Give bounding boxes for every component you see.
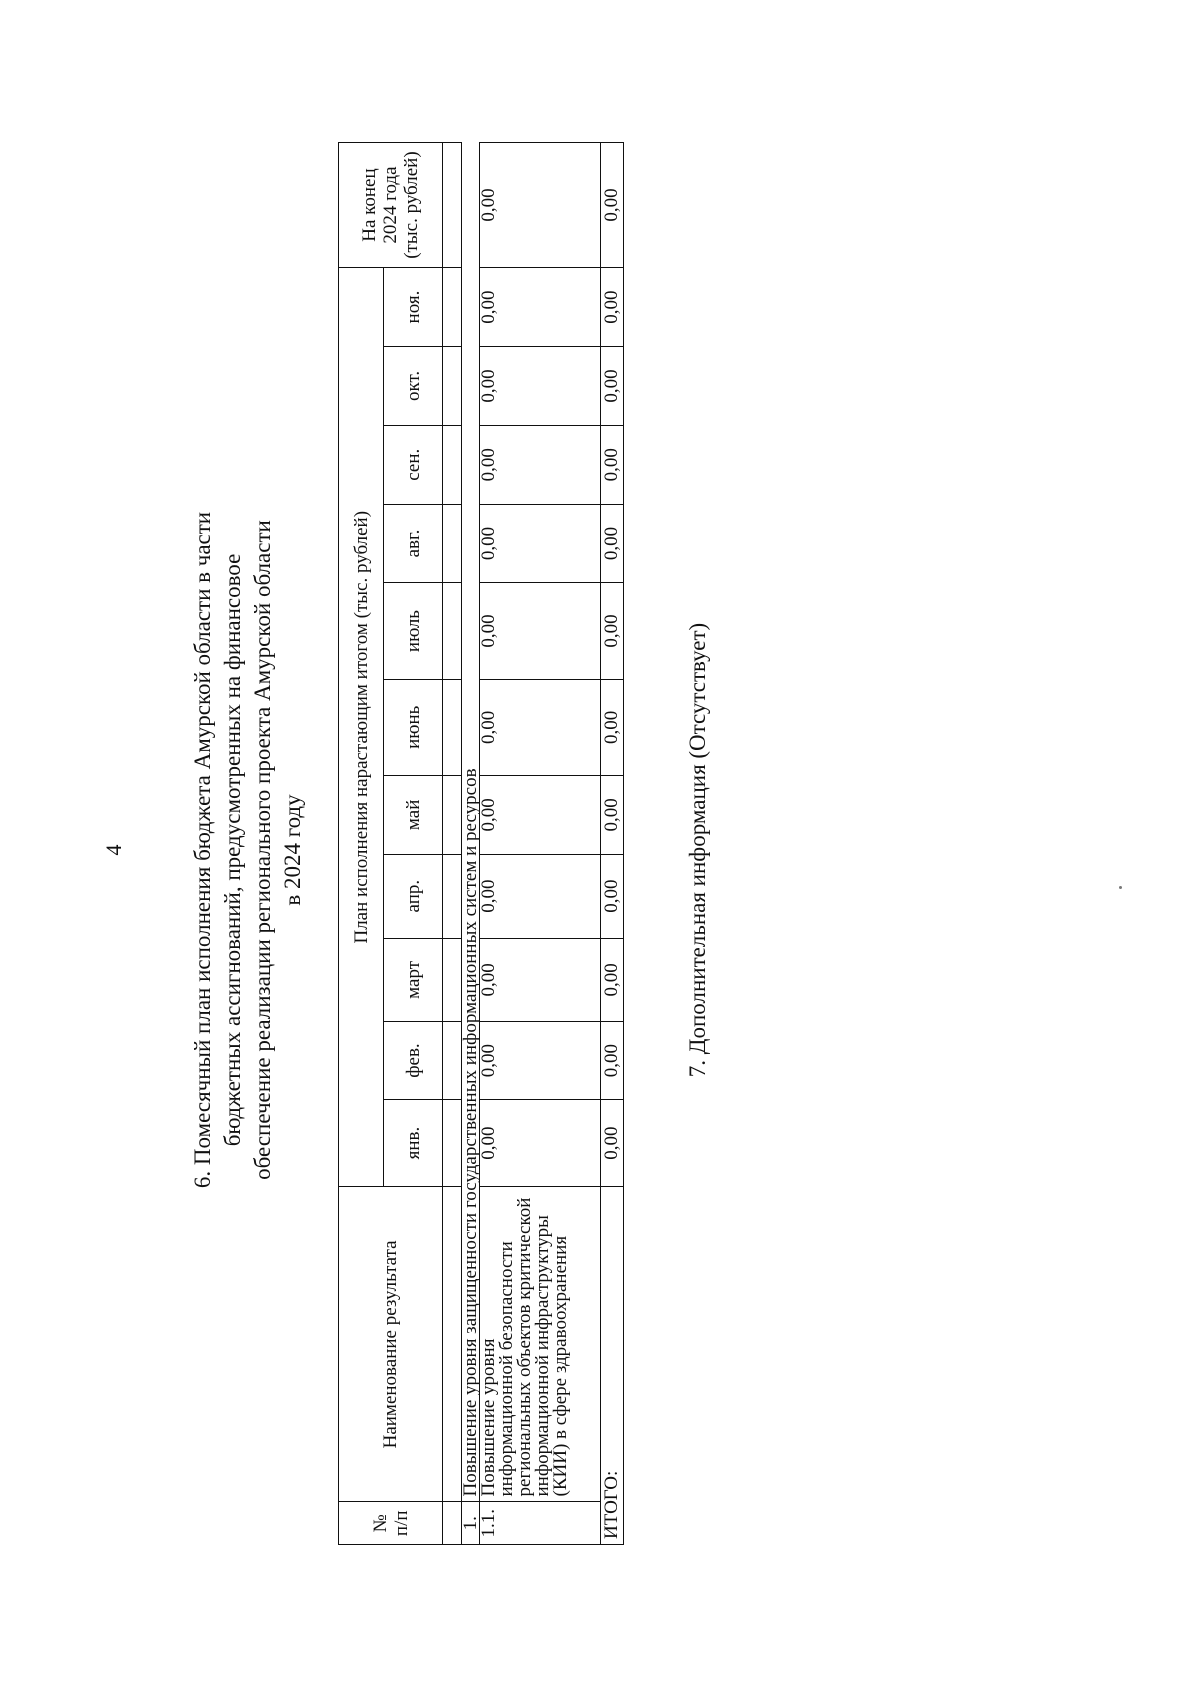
header-plan-group: План исполнения нарастающим итогом (тыс. рублей) bbox=[339, 268, 384, 1187]
total-label: ИТОГО: bbox=[601, 1187, 624, 1545]
heading-line: бюджетных ассигнований, предусмотренных на финансовое bbox=[220, 553, 245, 1147]
total-value-cell: 0,00 bbox=[601, 679, 624, 775]
value-cell: 0,00 bbox=[480, 425, 601, 504]
total-value-cell: 0,00 bbox=[601, 1022, 624, 1100]
section-name: Повышение уровня защищенности государственных информационных систем и ресурсов bbox=[462, 143, 480, 1502]
total-value-cell: 0,00 bbox=[601, 775, 624, 854]
total-value-cell: 0,00 bbox=[601, 583, 624, 679]
value-cell: 0,00 bbox=[480, 938, 601, 1022]
value-cell: 0,00 bbox=[480, 775, 601, 854]
header-month: фев. bbox=[384, 1022, 443, 1100]
total-year-end-cell: 0,00 bbox=[601, 143, 624, 268]
year-end-cell: 0,00 bbox=[480, 143, 601, 268]
header-month: янв. bbox=[384, 1099, 443, 1187]
item-number: 1.1. bbox=[480, 1502, 601, 1545]
header-month: июль bbox=[384, 583, 443, 679]
total-value-cell: 0,00 bbox=[601, 347, 624, 426]
heading-line: 6. Помесячный план исполнения бюджета Амурской области в части bbox=[190, 511, 215, 1189]
value-cell: 0,00 bbox=[480, 1099, 601, 1187]
total-value-cell: 0,00 bbox=[601, 425, 624, 504]
header-month: март bbox=[384, 938, 443, 1022]
total-value-cell: 0,00 bbox=[601, 1099, 624, 1187]
total-value-cell: 0,00 bbox=[601, 854, 624, 938]
header-month: авг. bbox=[384, 504, 443, 583]
total-value-cell: 0,00 bbox=[601, 938, 624, 1022]
monthly-plan-table bbox=[338, 142, 624, 1545]
table-row bbox=[480, 143, 601, 1545]
table-row bbox=[443, 143, 462, 1545]
value-cell: 0,00 bbox=[480, 347, 601, 426]
header-result-name: Наименование результата bbox=[339, 1187, 443, 1502]
section-6-heading bbox=[188, 300, 308, 1400]
value-cell: 0,00 bbox=[480, 1022, 601, 1100]
total-value-cell: 0,00 bbox=[601, 268, 624, 347]
header-month: окт. bbox=[384, 347, 443, 426]
additional-info-heading: 7. Дополнительная информация (Отсутствует) bbox=[685, 622, 710, 1078]
total-value-cell: 0,00 bbox=[601, 504, 624, 583]
header-number: № п/п bbox=[339, 1502, 443, 1545]
page-number: 4 bbox=[101, 844, 126, 856]
total-row bbox=[601, 143, 624, 1545]
scan-speck bbox=[1119, 886, 1122, 889]
value-cell: 0,00 bbox=[480, 679, 601, 775]
heading-line: в 2024 году bbox=[280, 794, 305, 906]
item-name: Повышение уровня информационной безопасности региональных объектов критической информационной инфраструктуры (КИИ) в сфере здравоохранения bbox=[480, 1187, 601, 1502]
value-cell: 0,00 bbox=[480, 268, 601, 347]
table-row bbox=[462, 143, 480, 1545]
header-year-end: На конец 2024 года (тыс. рублей) bbox=[339, 143, 443, 268]
header-month: июнь bbox=[384, 679, 443, 775]
header-month: май bbox=[384, 775, 443, 854]
header-month: апр. bbox=[384, 854, 443, 938]
heading-line: обеспечение реализации регионального проекта Амурской области bbox=[250, 520, 275, 1180]
value-cell: 0,00 bbox=[480, 583, 601, 679]
header-month: ноя. bbox=[384, 268, 443, 347]
header-month: сен. bbox=[384, 425, 443, 504]
section-number: 1. bbox=[462, 1502, 480, 1545]
value-cell: 0,00 bbox=[480, 854, 601, 938]
value-cell: 0,00 bbox=[480, 504, 601, 583]
